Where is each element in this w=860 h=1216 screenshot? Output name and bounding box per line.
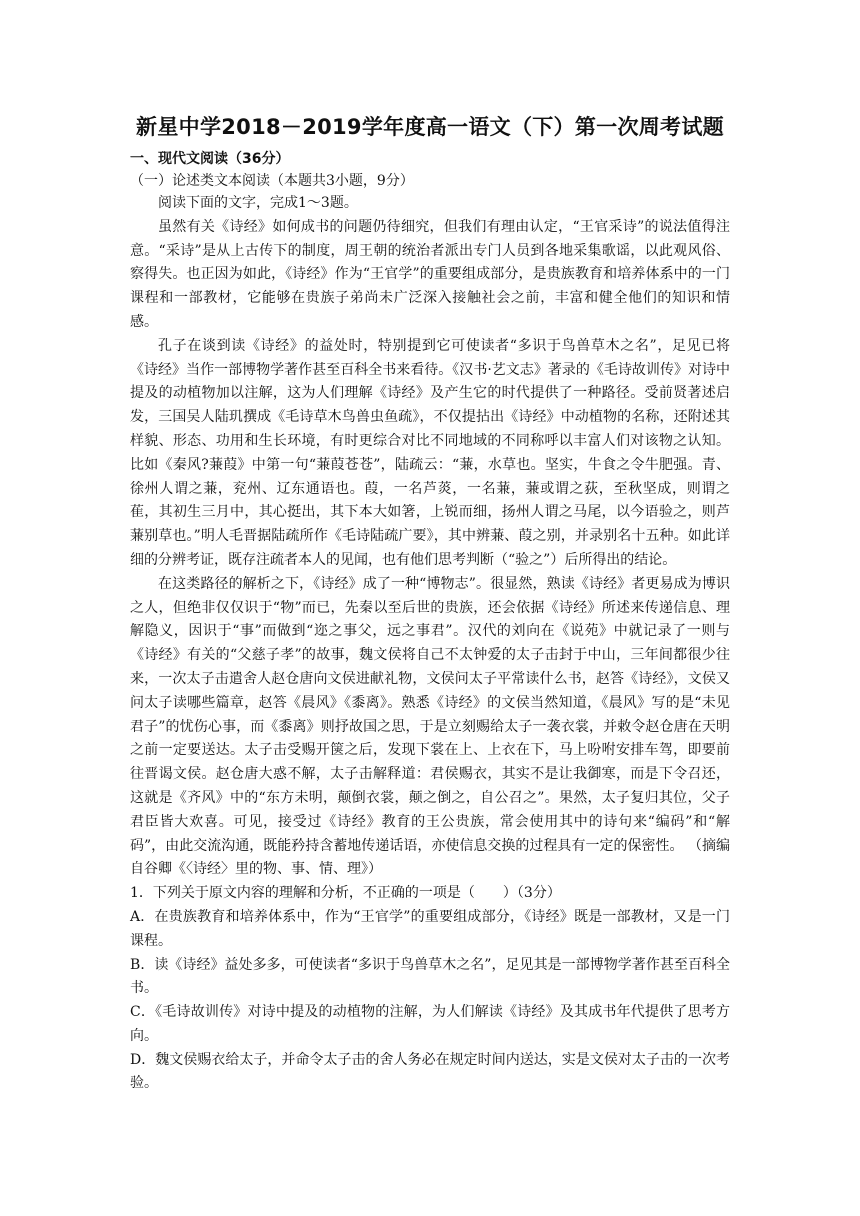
exam-page [130, 112, 730, 1096]
sub-heading: （一）论述类文本阅读（本题共3小题，9分） [130, 173, 414, 189]
paragraph-1: 虽然有关《诗经》如何成书的问题仍待细究，但我们有理由认定，“王官采诗”的说法值得注意。“采诗”是从上古传下的制度，周王朝的统治者派出专门人员到各地采集歌谣，以此观风俗、察得失。也正因为如此，《诗经》作为“王官学”的重要组成部分，是贵族教育和培养体系中的一门课程和一部教材，它能够在贵族子弟尚未广泛深入接触社会之前，丰富和健全他们的知识和情感。 [130, 218, 730, 330]
paragraph-2: 孔子在谈到读《诗经》的益处时，特别提到它可使读者“多识于鸟兽草木之名”，足见已将《诗经》当作一部博物学著作甚至百科全书来看待。《汉书·艺文志》著录的《毛诗故训传》对诗中提及的动植物加以注解，这为人们理解《诗经》及产生它的时代提供了一种路径。受前贤著述启发，三国吴人陆玑撰成《毛诗草木鸟兽虫鱼疏》，不仅提拈出《诗经》中动植物的名称，还附述其样貌、形态、功用和生长环境，有时更综合对比不同地域的不同称呼以丰富人们对该物之认知。比如《秦风?蒹葭》中第一句“蒹葭苍苍”，陆疏云：“蒹，水草也。坚实，牛食之令牛肥强。青、徐州人谓之蒹，兖州、辽东通语也。葭，一名芦菼，一名蒹，蒹或谓之荻，至秋坚成，则谓之萑，其初生三月中，其心挺出，其下本大如箸，上锐而细，扬州人谓之马尾，以今语验之，则芦蒹别草也。”明人毛晋据陆疏所作《毛诗陆疏广要》，其中辨蒹、葭之别，并录别名十五种。如此详细的分辨考证，既存注疏者本人的见闻，也有他们思考判断（“验之”）后所得出的结论。 [130, 337, 730, 568]
instruction: 阅读下面的文字，完成1～3题。 [158, 195, 358, 211]
exam-title: 新星中学2018－2019学年度高一语文（下）第一次周考试题 [136, 115, 724, 139]
question-1-option-d: D．魏文侯赐衣给太子，并命令太子击的舍人务必在规定时间内送达，实是文侯对太子击的一次考验。 [130, 1051, 730, 1092]
question-1-option-c: C．《毛诗故训传》对诗中提及的动植物的注解，为人们解读《诗经》及其成书年代提供了思考方向。 [130, 1004, 730, 1044]
question-1-option-b: B．读《诗经》益处多多，可使读者“多识于鸟兽草木之名”，足见其是一部博物学著作甚至百科全书。 [130, 956, 730, 997]
question-1-option-a: A．在贵族教育和培养体系中，作为“王官学”的重要组成部分，《诗经》既是一部教材，又是一门课程。 [130, 908, 730, 949]
question-1-stem: 1．下列关于原文内容的理解和分析，不正确的一项是（ ）（3分） [130, 885, 561, 902]
paragraph-3: 在这类路径的解析之下，《诗经》成了一种“博物志”。很显然，熟读《诗经》者更易成为博识之人，但绝非仅仅识于“物”而已，先秦以至后世的贵族，还会依据《诗经》所述来传递信息、理解隐义，因识于“事”而做到“迩之事父，远之事君”。汉代的刘向在《说苑》中就记录了一则与《诗经》有关的“父慈子孝”的故事，魏文侯将自己不太钟爱的太子击封于中山，三年间都很少往来，一次太子击遣舍人赵仓唐向文侯进献礼物，文侯问太子平常读什么书，赵答《诗经》，文侯又问太子读哪些篇章，赵答《晨风》《黍离》。熟悉《诗经》的文侯当然知道，《晨风》写的是“未见君子”的忧伤心事，而《黍离》则抒故国之思，于是立刻赐给太子一袭衣裳，并敕令赵仓唐在天明之前一定要送达。太子击受赐开箧之后，发现下裳在上、上衣在下，马上吩咐安排车驾，即要前往晋谒文侯。赵仓唐大惑不解，太子击解释道：君侯赐衣，其实不是让我御寒，而是下令召还，这就是《齐风》中的“东方未明，颠倒衣裳，颠之倒之，自公召之”。果然，太子复归其位，父子君臣皆大欢喜。可见，接受过《诗经》教育的王公贵族，常会使用其中的诗句来“编码”和“解码”，由此交流沟通，既能矜持含蓄地传递话语，亦使信息交换的过程具有一定的保密性。 （摘编自谷卿《〈诗经〉里的物、事、情、理》） [130, 575, 730, 878]
section-heading: 一、现代文阅读（36分） [130, 151, 290, 167]
